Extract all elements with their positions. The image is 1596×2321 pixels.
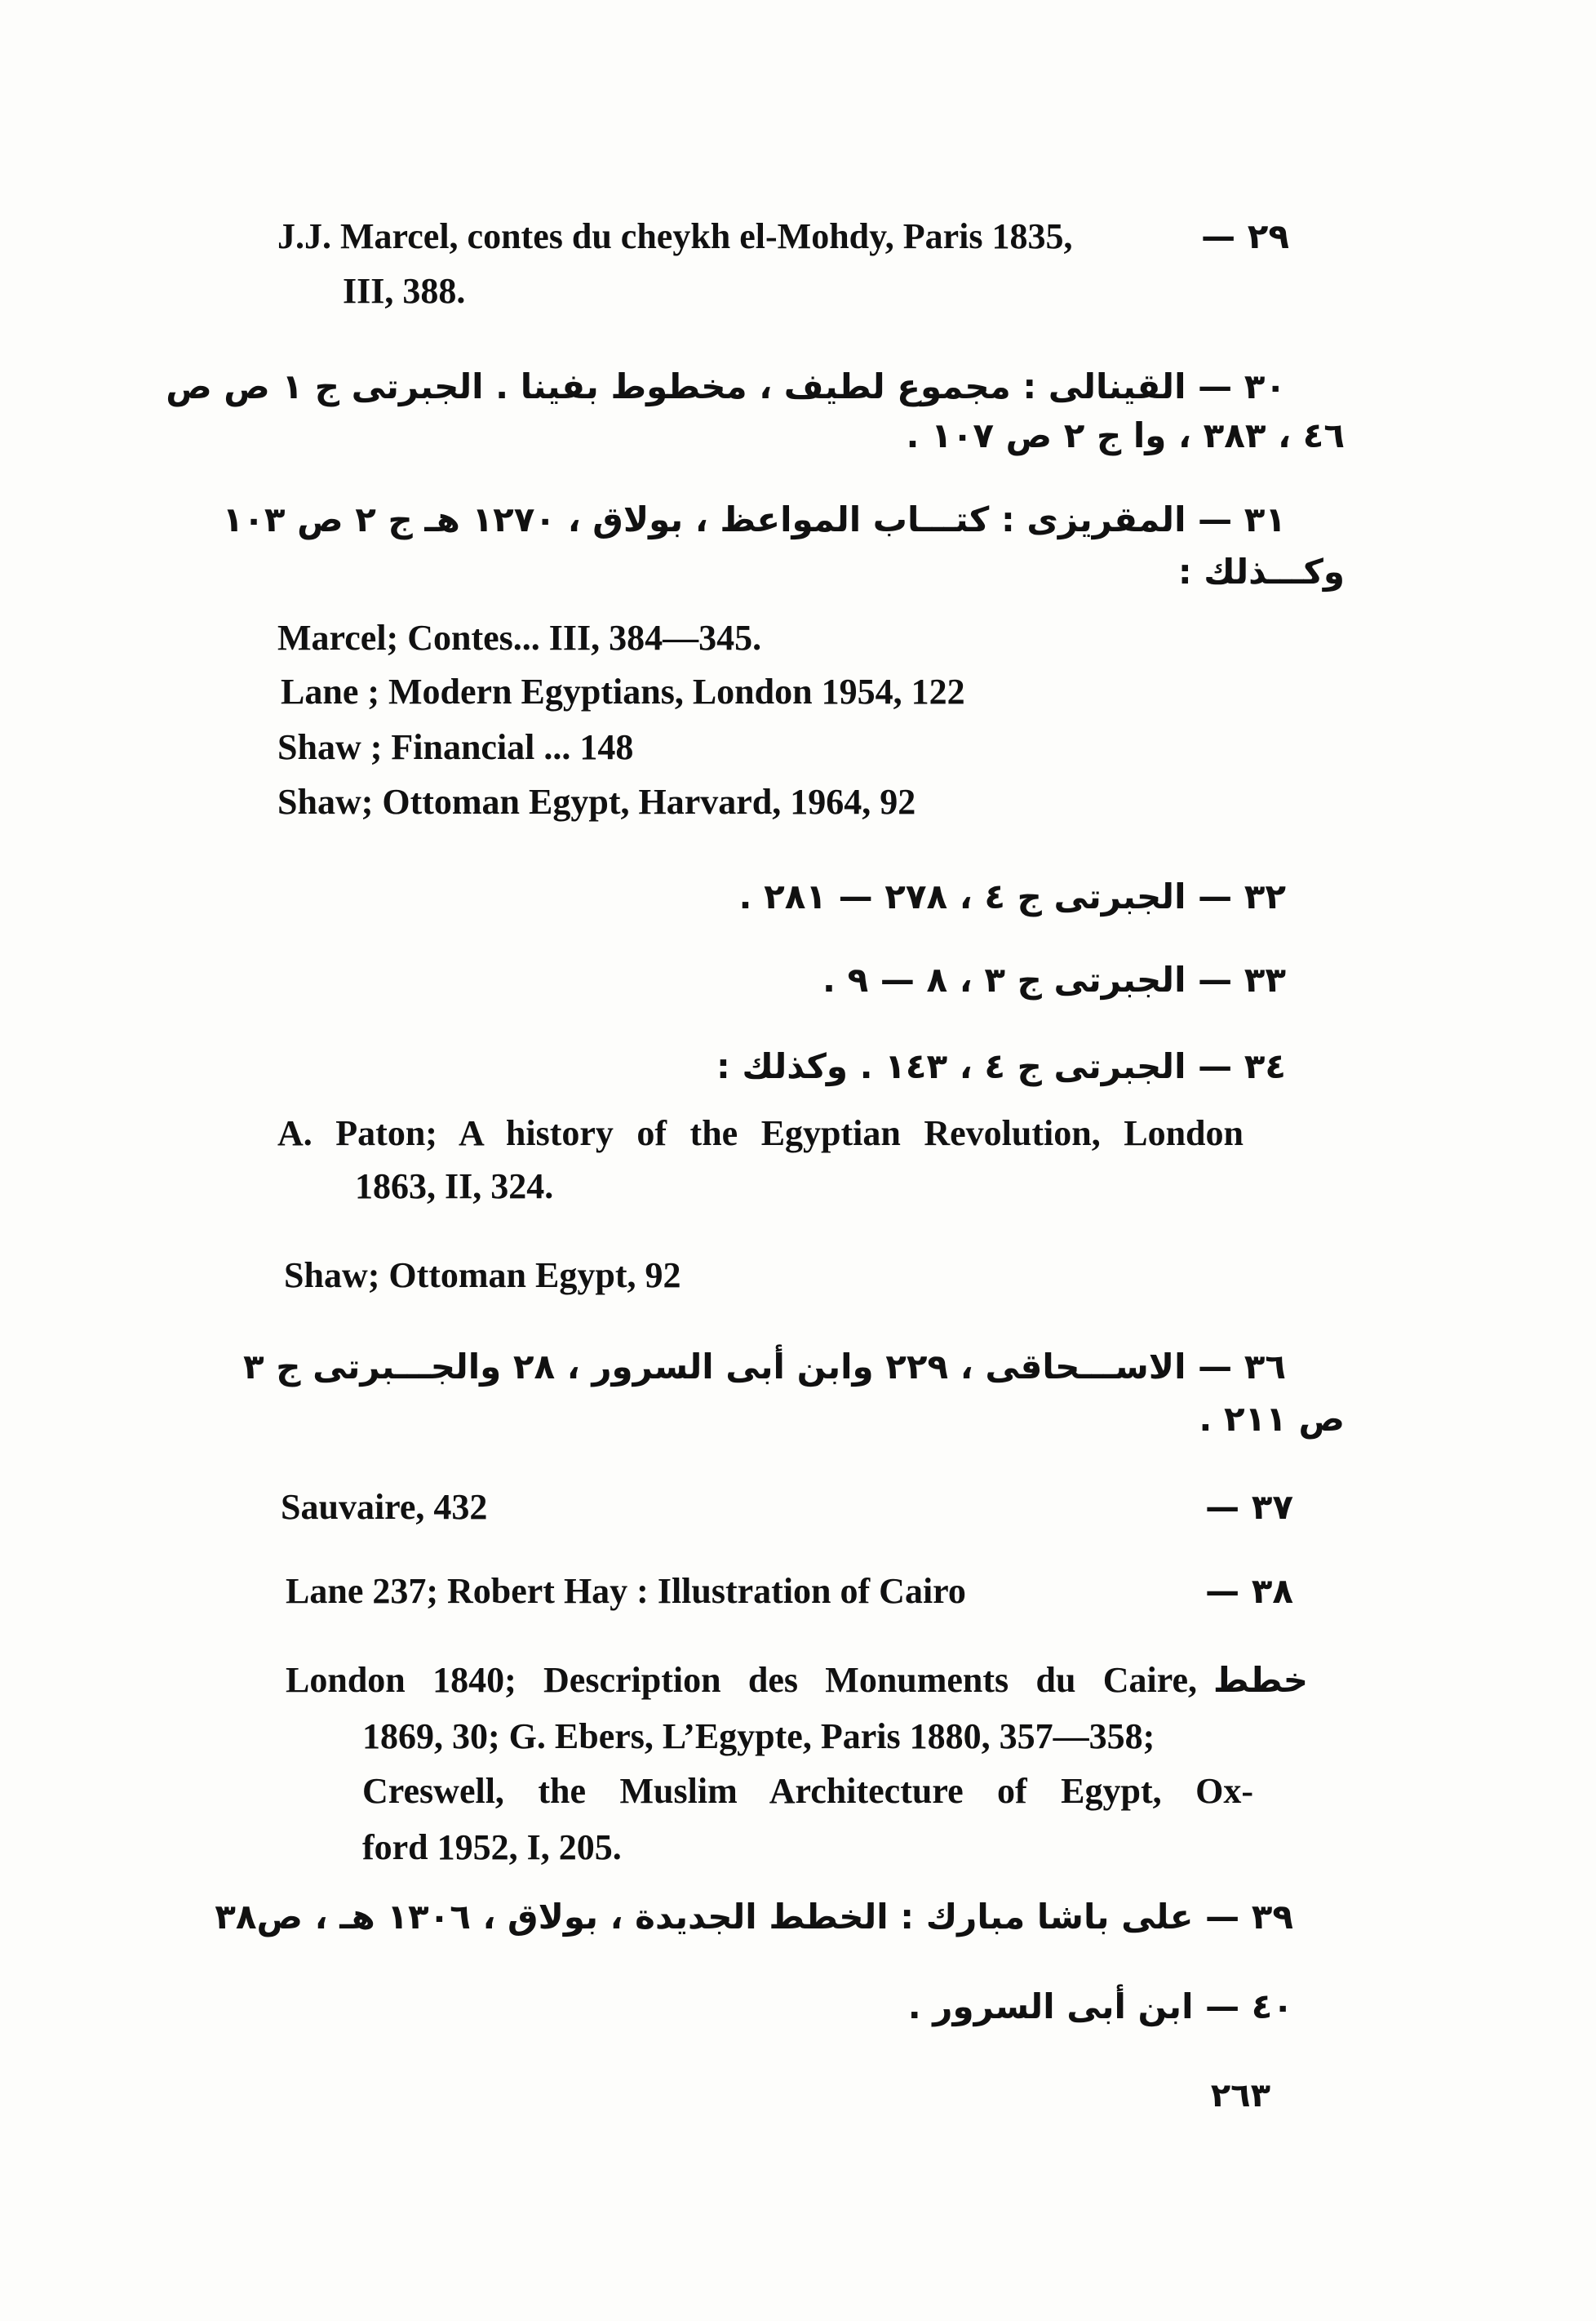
note-31-line-1: ٣١ — المقريزى : كتـــاب المواعظ ، بولاق ، ١٢٧٠ هـ ج ٢ ص ١٠٣ <box>222 499 1286 539</box>
note-34-line-1: ٣٤ — الجبرتى ج ٤ ، ١٤٣ . وكذلك : <box>716 1046 1286 1086</box>
note-34-ref-2: 1863, II, 324. <box>355 1166 554 1206</box>
note-36-line-1: ٣٦ — الاســـحاقى ، ٢٢٩ وابن أبى السرور ، ٢٨ والجـــبرتى ج ٣ <box>242 1347 1286 1387</box>
note-37-line-1: Sauvaire, 432 <box>281 1487 488 1527</box>
note-38-line-1: Lane 237; Robert Hay : Illustration of Cairo <box>286 1571 966 1611</box>
note-36-line-2: ص ٢١١ . <box>1199 1399 1345 1439</box>
note-38-side-word: خطط <box>1213 1660 1308 1700</box>
note-38-line-4: Creswell, the Muslim Architecture of Egypt, Ox- <box>362 1771 1253 1811</box>
note-31-ref-1: Marcel; Contes... III, 384—345. <box>277 618 762 658</box>
unnumbered-note-line: Shaw; Ottoman Egypt, 92 <box>284 1255 681 1295</box>
note-29-line-1: J.J. Marcel, contes du cheykh el-Mohdy, Paris 1835, <box>277 216 1073 256</box>
note-30-line-1: ٣٠ — القينالى : مجموع لطيف ، مخطوط بفينا . الجبرتى ج ١ ص ص <box>166 366 1286 406</box>
note-29-marker: ٢٩ — <box>1201 216 1289 256</box>
note-39-line-1: ٣٩ — على باشا مبارك : الخطط الجديدة ، بولاق ، ١٣٠٦ هـ ، ص٣٨ <box>215 1897 1293 1937</box>
page-number: ٢٦٣ <box>1210 2077 1270 2115</box>
note-33-line-1: ٣٣ — الجبرتى ج ٣ ، ٨ — ٩ . <box>822 960 1286 1000</box>
note-40-line-1: ٤٠ — ابن أبى السرور . <box>907 1986 1293 2026</box>
note-34-ref-1: A. Paton; A history of the Egyptian Revolution, London <box>277 1113 1244 1153</box>
note-31-line-2: وكـــذلك : <box>1177 552 1345 592</box>
note-31-ref-4: Shaw; Ottoman Egypt, Harvard, 1964, 92 <box>277 782 916 822</box>
note-38-line-5: ford 1952, I, 205. <box>362 1827 622 1867</box>
note-37-marker: ٣٧ — <box>1205 1487 1293 1527</box>
note-31-ref-2: Lane ; Modern Egyptians, London 1954, 122 <box>281 672 965 712</box>
note-38-line-2: London 1840; Description des Monuments du Caire, <box>286 1660 1197 1700</box>
note-32-line-1: ٣٢ — الجبرتى ج ٤ ، ٢٧٨ — ٢٨١ . <box>738 876 1286 916</box>
note-29-line-2: III, 388. <box>343 271 466 311</box>
note-30-line-2: ٤٦ ، ٣٨٣ ، وا ج ٢ ص ١٠٧ . <box>906 415 1345 455</box>
note-31-ref-3: Shaw ; Financial ... 148 <box>277 727 634 767</box>
note-38-line-3: 1869, 30; G. Ebers, L’Egypte, Paris 1880, 357—358; <box>362 1716 1155 1756</box>
note-38-marker: ٣٨ — <box>1205 1571 1293 1611</box>
